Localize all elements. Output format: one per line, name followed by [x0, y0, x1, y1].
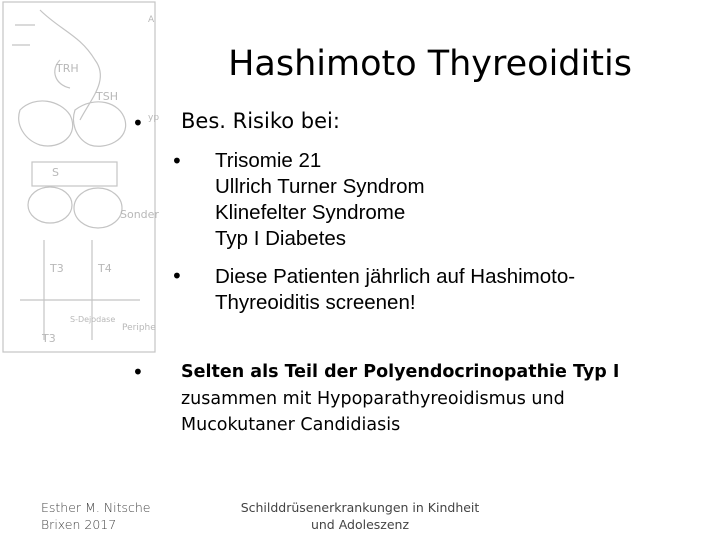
diagram-label-t4: T4 [98, 262, 112, 275]
risk-heading: Bes. Risiko bei: [181, 109, 340, 133]
bullet-screening: • [171, 264, 183, 288]
diagram-label-t3-bottom: T3 [42, 332, 56, 345]
bullet-risk: • [132, 111, 144, 135]
gland-lobe-right [73, 102, 125, 146]
rare-bold-line: Selten als Teil der Polyendocrinopathie Typ I [181, 362, 620, 382]
footer-author: Esther M. Nitsche [41, 500, 151, 515]
diagram-label-dejodase: S-Dejodase [70, 315, 116, 324]
risk-item: Trisomie 21 [215, 149, 322, 172]
bullet-risk-list: • [171, 149, 183, 173]
footer-location-year: Brixen 2017 [41, 517, 117, 532]
slide-title: Hashimoto Thyreoiditis [228, 44, 632, 84]
bullet-rare: • [132, 360, 144, 384]
risk-item: Ullrich Turner Syndrom [215, 175, 425, 198]
risk-item: Klinefelter Syndrome [215, 201, 406, 224]
thyroid-axis-diagram [0, 0, 160, 355]
footer-author-block [41, 499, 151, 533]
screening-note [215, 264, 575, 316]
diagram-label-s: S [52, 166, 59, 179]
footer-topic-block [230, 499, 490, 533]
screening-line: Diese Patienten jährlich auf Hashimoto- [215, 265, 576, 288]
risk-item: Typ I Diabetes [215, 227, 347, 250]
rare-association [181, 359, 701, 439]
thyroid-lobe-right [74, 188, 122, 228]
footer-topic-line: Schilddrüsenerkrankungen in Kindheit [240, 500, 480, 515]
risk-list [215, 148, 425, 252]
screening-line: Thyreoiditis screenen! [215, 291, 416, 314]
diagram-label-t3: T3 [50, 262, 64, 275]
diagram-label-yp: yp [148, 113, 160, 123]
rare-line: zusammen mit Hypoparathyreoidismus und [181, 388, 565, 409]
diagram-label-a: A [148, 15, 155, 25]
hatch-lines [12, 25, 35, 45]
gland-lobe-left [19, 101, 73, 146]
diagram-label-trh: TRH [56, 62, 79, 75]
rare-line: Mucokutaner Candidiasis [181, 415, 401, 435]
diagram-label-peripher: Periphe [122, 323, 156, 333]
footer-topic-line: und Adoleszenz [310, 517, 410, 532]
diagram-label-sonder: Sonder [120, 208, 159, 221]
diagram-label-tsh: TSH [96, 90, 118, 103]
thyroid-lobe-left [28, 187, 72, 223]
thyroid-box-top [32, 162, 117, 186]
